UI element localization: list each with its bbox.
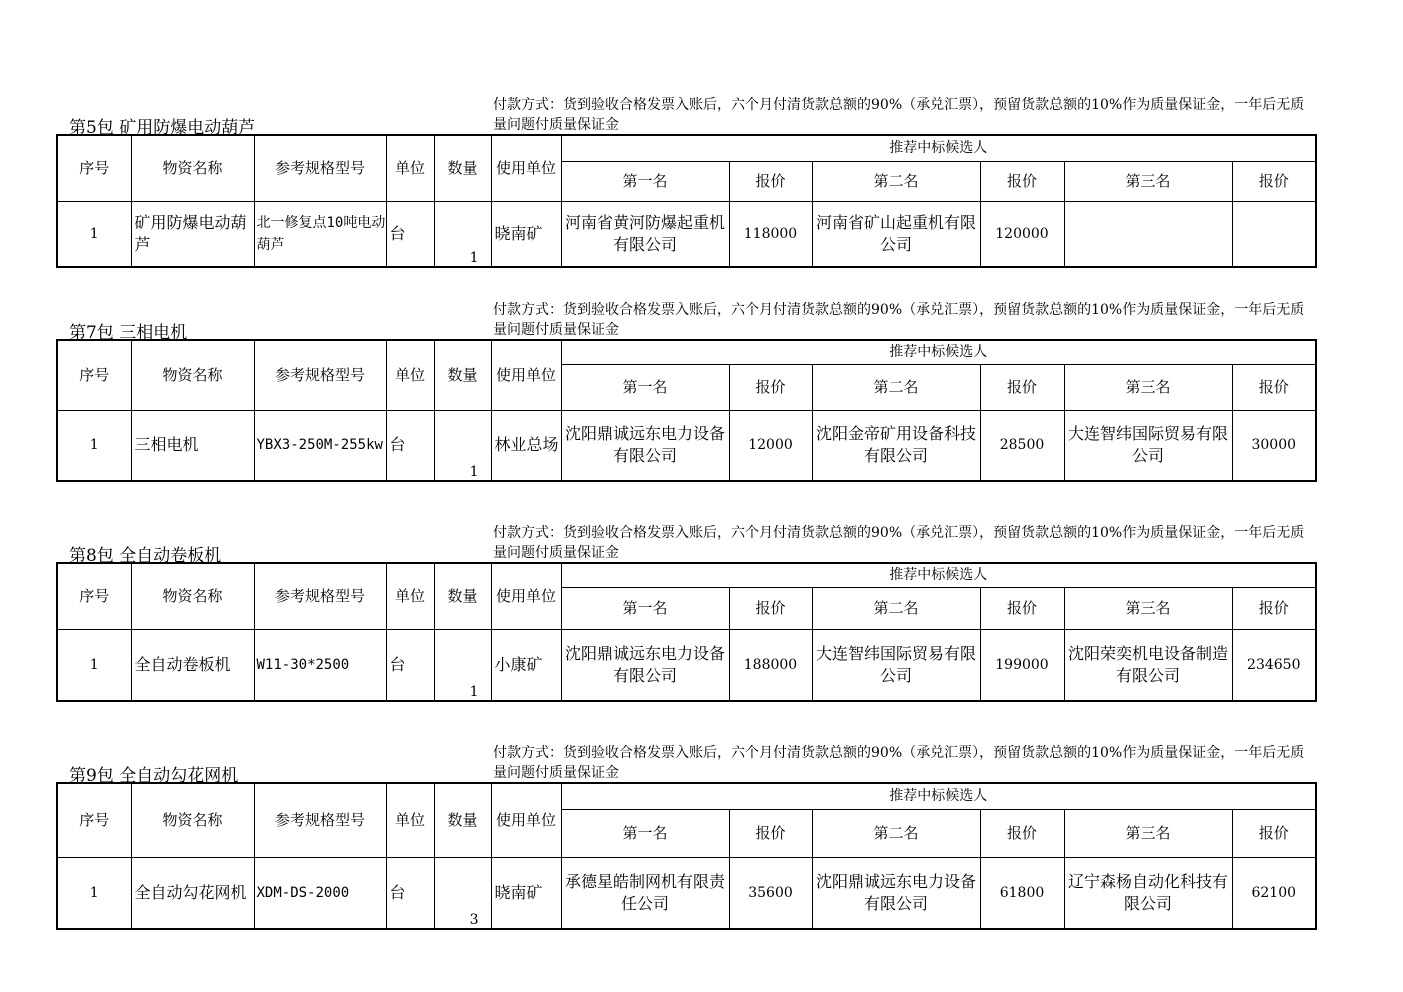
header-third: 第三名 [1064,161,1232,201]
cell-third-candidate: 沈阳荣奕机电设备制造有限公司 [1064,629,1232,701]
header-second: 第二名 [812,587,980,629]
header-first: 第一名 [561,364,729,410]
cell-first-price: 12000 [729,410,812,481]
header-third: 第三名 [1064,809,1232,857]
cell-third-candidate: 辽宁森杨自动化科技有限公司 [1064,857,1232,929]
header-row [57,340,1316,364]
header-row [57,135,1316,161]
header-third-price: 报价 [1232,161,1316,201]
cell-user: 晓南矿 [491,201,561,267]
cell-seq: 1 [57,201,131,267]
header-unit: 单位 [386,340,434,410]
package-title: 第9包 全自动勾花网机 [69,766,239,786]
header-recommend: 推荐中标候选人 [561,783,1316,809]
header-second-price: 报价 [980,161,1064,201]
header-second-price: 报价 [980,587,1064,629]
package-table [56,562,1317,702]
header-user: 使用单位 [491,135,561,201]
cell-third-candidate [1064,201,1232,267]
header-spec: 参考规格型号 [254,783,386,857]
cell-second-candidate: 河南省矿山起重机有限公司 [812,201,980,267]
header-recommend: 推荐中标候选人 [561,563,1316,587]
header-third-price: 报价 [1232,809,1316,857]
cell-qty: 1 [434,629,491,701]
header-second-price: 报价 [980,809,1064,857]
header-third: 第三名 [1064,364,1232,410]
cell-second-price: 199000 [980,629,1064,701]
header-first: 第一名 [561,809,729,857]
package-title: 第5包 矿用防爆电动葫芦 [69,118,256,138]
header-user: 使用单位 [491,563,561,629]
cell-spec: 北一修复点10吨电动葫芦 [254,201,386,267]
cell-first-candidate: 河南省黄河防爆起重机有限公司 [561,201,729,267]
header-recommend: 推荐中标候选人 [561,135,1316,161]
cell-unit: 台 [386,201,434,267]
header-spec: 参考规格型号 [254,340,386,410]
cell-third-price [1232,201,1316,267]
header-user: 使用单位 [491,783,561,857]
table-row [57,857,1316,929]
header-spec: 参考规格型号 [254,563,386,629]
cell-spec: XDM-DS-2000 [254,857,386,929]
header-first: 第一名 [561,161,729,201]
cell-first-price: 35600 [729,857,812,929]
package-table [56,782,1317,930]
header-recommend: 推荐中标候选人 [561,340,1316,364]
cell-seq: 1 [57,857,131,929]
cell-first-candidate: 沈阳鼎诚远东电力设备有限公司 [561,410,729,481]
header-unit: 单位 [386,783,434,857]
package-table [56,339,1317,482]
package-title: 第8包 全自动卷板机 [69,546,222,566]
header-spec: 参考规格型号 [254,135,386,201]
header-third-price: 报价 [1232,587,1316,629]
table-row [57,629,1316,701]
cell-first-candidate: 沈阳鼎诚远东电力设备有限公司 [561,629,729,701]
cell-first-price: 188000 [729,629,812,701]
header-seq: 序号 [57,783,131,857]
cell-seq: 1 [57,629,131,701]
cell-second-candidate: 沈阳鼎诚远东电力设备有限公司 [812,857,980,929]
cell-qty: 3 [434,857,491,929]
header-unit: 单位 [386,135,434,201]
cell-third-price: 62100 [1232,857,1316,929]
header-name: 物资名称 [131,135,254,201]
cell-third-candidate: 大连智纬国际贸易有限公司 [1064,410,1232,481]
cell-third-price: 30000 [1232,410,1316,481]
cell-unit: 台 [386,857,434,929]
header-name: 物资名称 [131,340,254,410]
header-first: 第一名 [561,587,729,629]
header-unit: 单位 [386,563,434,629]
cell-second-candidate: 沈阳金帝矿用设备科技有限公司 [812,410,980,481]
header-name: 物资名称 [131,783,254,857]
payment-terms: 付款方式：货到验收合格发票入账后，六个月付清货款总额的90%（承兑汇票），预留货款总额的10%作为质量保证金，一年后无质量问题付质量保证金 [493,97,1305,133]
cell-seq: 1 [57,410,131,481]
table-row [57,410,1316,481]
header-first-price: 报价 [729,809,812,857]
header-qty: 数量 [434,340,491,410]
cell-first-price: 118000 [729,201,812,267]
header-qty: 数量 [434,783,491,857]
header-qty: 数量 [434,135,491,201]
header-seq: 序号 [57,135,131,201]
cell-qty: 1 [434,410,491,481]
header-first-price: 报价 [729,161,812,201]
cell-name: 全自动勾花网机 [131,857,254,929]
table-row [57,201,1316,267]
header-name: 物资名称 [131,563,254,629]
header-second: 第二名 [812,364,980,410]
cell-name: 矿用防爆电动葫芦 [131,201,254,267]
payment-terms: 付款方式：货到验收合格发票入账后，六个月付清货款总额的90%（承兑汇票），预留货款总额的10%作为质量保证金，一年后无质量问题付质量保证金 [493,745,1305,781]
package-title: 第7包 三相电机 [69,323,188,343]
cell-second-price: 28500 [980,410,1064,481]
cell-second-price: 120000 [980,201,1064,267]
cell-unit: 台 [386,629,434,701]
header-qty: 数量 [434,563,491,629]
cell-unit: 台 [386,410,434,481]
cell-qty: 1 [434,201,491,267]
cell-spec: YBX3-250M-255kw [254,410,386,481]
cell-second-candidate: 大连智纬国际贸易有限公司 [812,629,980,701]
header-row [57,563,1316,587]
package-table [56,134,1317,268]
header-second: 第二名 [812,809,980,857]
cell-spec: W11-30*2500 [254,629,386,701]
header-second-price: 报价 [980,364,1064,410]
header-seq: 序号 [57,340,131,410]
header-third-price: 报价 [1232,364,1316,410]
header-first-price: 报价 [729,587,812,629]
payment-terms: 付款方式：货到验收合格发票入账后，六个月付清货款总额的90%（承兑汇票），预留货款总额的10%作为质量保证金，一年后无质量问题付质量保证金 [493,525,1305,561]
cell-first-candidate: 承德星皓制网机有限责任公司 [561,857,729,929]
cell-third-price: 234650 [1232,629,1316,701]
header-third: 第三名 [1064,587,1232,629]
header-second: 第二名 [812,161,980,201]
header-row [57,783,1316,809]
cell-second-price: 61800 [980,857,1064,929]
cell-user: 林业总场 [491,410,561,481]
cell-user: 晓南矿 [491,857,561,929]
header-first-price: 报价 [729,364,812,410]
payment-terms: 付款方式：货到验收合格发票入账后，六个月付清货款总额的90%（承兑汇票），预留货款总额的10%作为质量保证金，一年后无质量问题付质量保证金 [493,302,1305,338]
header-seq: 序号 [57,563,131,629]
cell-name: 三相电机 [131,410,254,481]
header-user: 使用单位 [491,340,561,410]
cell-name: 全自动卷板机 [131,629,254,701]
cell-user: 小康矿 [491,629,561,701]
